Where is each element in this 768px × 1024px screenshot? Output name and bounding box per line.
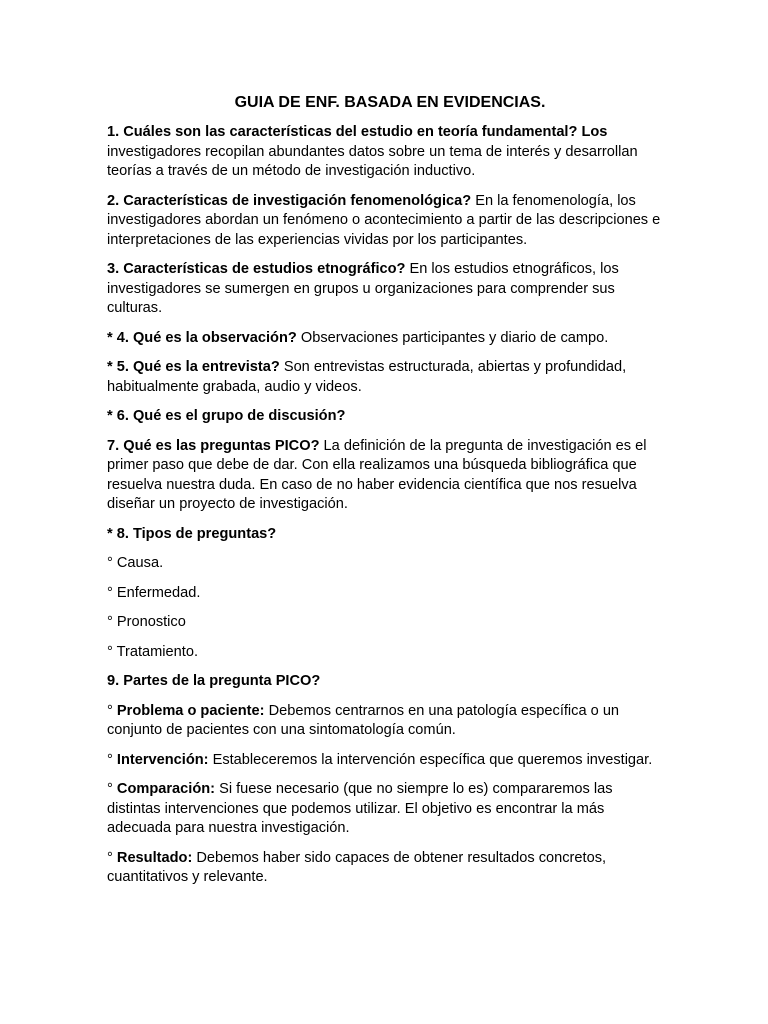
question-5 bbox=[107, 358, 667, 397]
pico-part-bullet: ° bbox=[107, 849, 117, 866]
question-5-heading: * 5. Qué es la entrevista? bbox=[107, 359, 280, 375]
document-page bbox=[107, 93, 667, 898]
pico-part-label: Problema o paciente: bbox=[116, 702, 265, 719]
question-9 bbox=[107, 672, 667, 692]
question-9-heading: 9. Partes de la pregunta PICO? bbox=[107, 673, 321, 689]
question-type-item: ° Causa. bbox=[107, 555, 164, 571]
question-4-answer: Observaciones participantes y diario de campo. bbox=[296, 329, 609, 346]
question-8 bbox=[107, 525, 667, 545]
question-4 bbox=[107, 329, 667, 349]
pico-part-label: Intervención: bbox=[116, 751, 209, 768]
pico-part bbox=[107, 751, 667, 771]
question-7-answer: La definición de la pregunta de investigación es el primer paso que debe de dar. Con ella realizamos una búsqueda bibliográfica que resuelva nuestra duda. En caso de no haber evidencia científica que nos resuelva diseñar un proyecto de investigación. bbox=[107, 437, 647, 512]
pico-part bbox=[107, 702, 667, 741]
pico-part bbox=[107, 780, 667, 839]
pico-part-text: Debemos haber sido capaces de obtener resultados concretos, cuantitativos y relevante. bbox=[107, 849, 607, 885]
question-2-heading: 2. Características de investigación fenomenológica? bbox=[107, 192, 472, 209]
question-2 bbox=[107, 192, 667, 251]
question-5-answer: Son entrevistas estructurada, abiertas y profundidad, habitualmente grabada, audio y videos. bbox=[107, 359, 627, 395]
pico-part-bullet: ° bbox=[107, 781, 117, 797]
document-title: GUIA DE ENF. BASADA EN EVIDENCIAS. bbox=[234, 94, 546, 111]
pico-part bbox=[107, 849, 667, 888]
question-1 bbox=[107, 123, 667, 182]
question-3 bbox=[107, 260, 667, 319]
pico-part-label: Resultado: bbox=[116, 849, 193, 866]
pico-part-bullet: ° bbox=[107, 702, 117, 719]
question-6-heading: * 6. Qué es el grupo de discusión? bbox=[107, 408, 346, 424]
pico-part-label: Comparación: bbox=[116, 781, 216, 797]
question-2-answer: En la fenomenología, los investigadores abordan un fenómeno o acontecimiento a partir de las descripciones e interpretaciones de las experiencias vividas por los participantes. bbox=[107, 192, 661, 248]
question-1-heading: 1. Cuáles son las características del estudio en teoría fundamental? Los bbox=[107, 124, 608, 140]
pico-part-bullet: ° bbox=[107, 751, 117, 768]
pico-part-text: Si fuese necesario (que no siempre lo es) compararemos las distintas intervenciones que podemos utilizar. El objetivo es encontrar la más adecuada para nuestra investigación. bbox=[107, 781, 613, 836]
question-4-heading: * 4. Qué es la observación? bbox=[107, 329, 297, 346]
question-7-heading: 7. Qué es las preguntas PICO? bbox=[107, 437, 320, 454]
question-7 bbox=[107, 437, 667, 515]
pico-part-text: Debemos centrarnos en una patología específica o un conjunto de pacientes con una sintomatología común. bbox=[107, 702, 620, 738]
question-type-item: ° Pronostico bbox=[107, 614, 186, 630]
question-3-answer: En los estudios etnográficos, los investigadores se sumergen en grupos u organizaciones para comprender sus culturas. bbox=[107, 261, 619, 316]
question-1-answer: investigadores recopilan abundantes datos sobre un tema de interés y desarrollan teorías a través de un método de investigación inductivo. bbox=[107, 143, 638, 179]
question-6 bbox=[107, 407, 667, 427]
pico-part-text: Estableceremos la intervención específica que queremos investigar. bbox=[208, 751, 653, 768]
question-8-heading: * 8. Tipos de preguntas? bbox=[107, 525, 277, 542]
question-type-item: ° Tratamiento. bbox=[107, 643, 199, 660]
question-type-item: ° Enfermedad. bbox=[107, 584, 201, 601]
question-3-heading: 3. Características de estudios etnográfico? bbox=[107, 261, 406, 277]
